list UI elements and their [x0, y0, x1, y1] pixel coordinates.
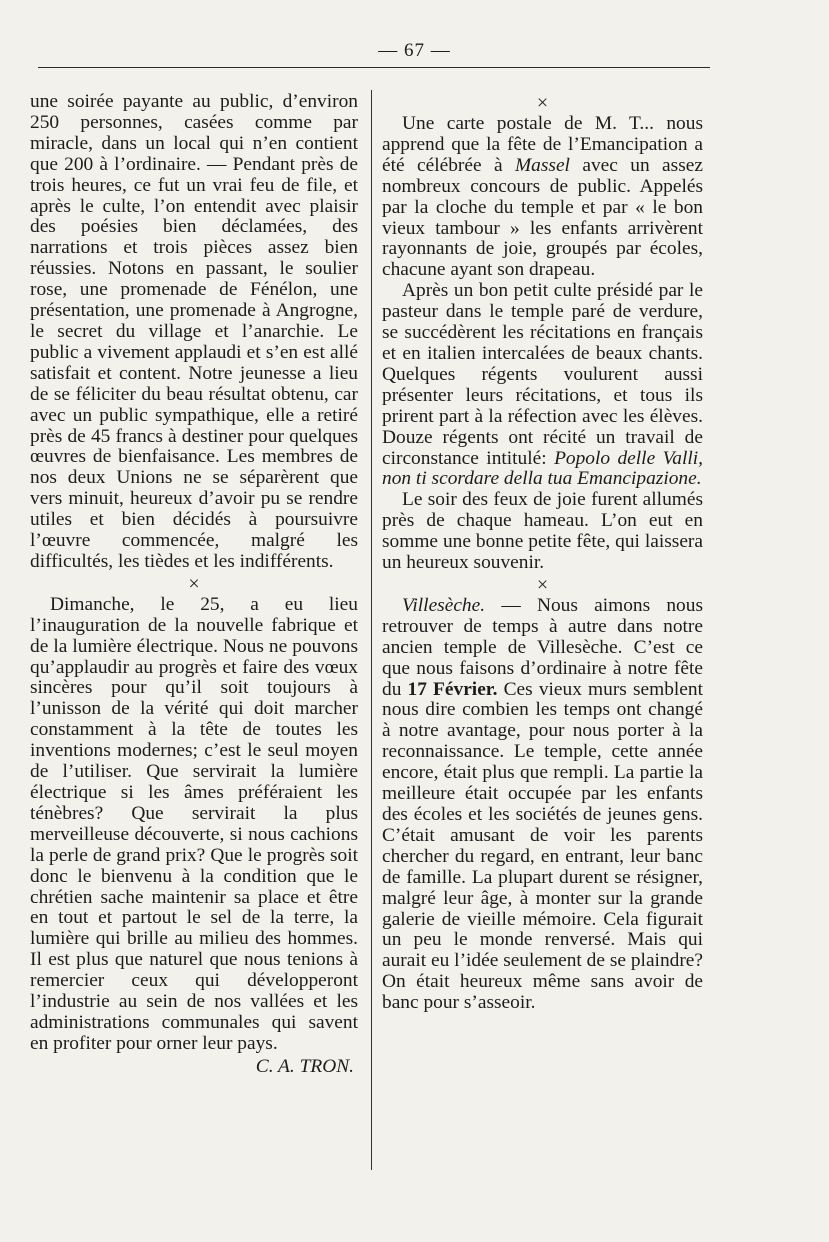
- paragraph-culte: [382, 281, 703, 490]
- section-separator: ×: [188, 572, 200, 595]
- section-separator: ×: [536, 573, 549, 596]
- paragraph-feux: Le soir des feux de joie furent allumés près de chaque hameau. L’on eut en somme une bonne petite fête, qui laissera un heureux souvenir.: [382, 489, 703, 574]
- page-number: — 67 —: [378, 40, 451, 61]
- work-title: Popolo delle Valli, non ti scordare della tua Emancipazione.: [382, 447, 703, 490]
- header-rule: [38, 67, 710, 68]
- date: 17 Février.: [407, 678, 498, 700]
- paragraph-text: — Nous aimons nous retrouver de temps à autre dans notre ancien temple de Villesèche. C’est ce que nous faisons d’ordinaire à notre fête du: [382, 594, 703, 700]
- paragraph-text: Après un bon petit culte présidé par le pasteur dans le temple paré de verdure, se succédèrent les récitations en français et en italien intercalées de beaux chants. Quelques régents voulurent aussi présenter leurs récitations, et tous ils prirent part à la réfection avec les élèves. Douze régents ont récité un travail de circonstance intitulé:: [382, 280, 703, 469]
- paragraph-text: avec un assez nombreux concours de public. Appelés par la cloche du temple et par « le bon vieux tambour » les enfants arrivèrent rayonnants de joie, groupés par écoles, chacune ayant son drapeau.: [382, 154, 703, 281]
- place-name: Massel: [515, 154, 570, 176]
- paragraph-text: Ces vieux murs semblent nous dire combien les temps ont changé à notre avantage, pour nous porter à la reconnaissance. Le temple, cette année encore, était plus que rempli. La partie la meilleure était occupée par les enfants des écoles et les sociétés de jeunes gens. C’était amusant de voir les parents chercher du regard, en entrant, leur banc de famille. La plupart durent se résigner, malgré leur âge, à monter sur la grande galerie de vieille mémoire. Cela figurait un peu le monde renversé. Mais qui aurait eu l’idée seulement de se plaindre? On était heureux même sans avoir de banc pour s’asseoir.: [382, 678, 703, 1014]
- column-divider: [371, 90, 372, 1170]
- left-column: [30, 92, 358, 1078]
- paragraph-soiree: une soirée payante au public, d’environ 250 personnes, casées comme par miracle, dans un local qui n’en contient que 200 à l’ordinaire. — Pendant près de trois heures, ce fut un vrai feu de file, et après le culte, l’on entendit avec plaisir des poésies bien déclamées, des narrations et trois pièces assez bien réussies. Notons en passant, le soulier rose, une promenade de Fénélon, une présentation, une promenade à Angrogne, le secret du village et l’anarchie. Le public a vivement applaudi et s’en est allé satisfait et content. Notre jeunesse a lieu de se féliciter du beau résultat obtenu, car avec un public sympathique, elle a retiré près de 45 francs à destiner pour quelques œuvres de bienfaisance. Les membres de nos deux Unions ne se séparèrent que vers minuit, heureux d’avoir pu se rendre utiles et bien décidés à poursuivre l’œuvre commencée, malgré les difficultés, les tièdes et les indifférents.: [30, 91, 358, 572]
- section-separator: ×: [536, 92, 549, 114]
- paragraph-inauguration: Dimanche, le 25, a eu lieu l’inauguration de la nouvelle fabrique et de la lumière électrique. Nous ne pouvons qu’applaudir au progrès et faire des vœux sincères pour qu’il soit toujours à l’unisson de la vérité qui doit marcher constamment à la tête de toutes les inventions modernes; c’est le seul moyen de l’utiliser. Que servirait la lumière électrique si les âmes préféraient les ténèbres? Que servirait la plus merveilleuse découverte, si nous cachions la perle de grand prix? Que le progrès soit donc le bienvenu à la condition que le chrétien sache maintenir sa place et être en tout et partout le sel de la terre, la lumière qui brille au milieu des hommes. Il est plus que naturel que nous tenions à remercier ceux qui développeront l’industrie au sein de nos vallées et les administrations communales qui savent en profiter pour orner leur pays.: [30, 593, 358, 1054]
- place-name: Villesèche.: [402, 594, 486, 616]
- signature: C. A. TRON.: [255, 1055, 354, 1077]
- paragraph-emancipation: [382, 114, 703, 281]
- paragraph-villeseche: [382, 596, 703, 1014]
- right-column: [382, 92, 703, 1014]
- paragraph-text: Une carte postale de M. T... nous apprend que la fête de l’Emancipation a été célébrée à: [382, 113, 703, 176]
